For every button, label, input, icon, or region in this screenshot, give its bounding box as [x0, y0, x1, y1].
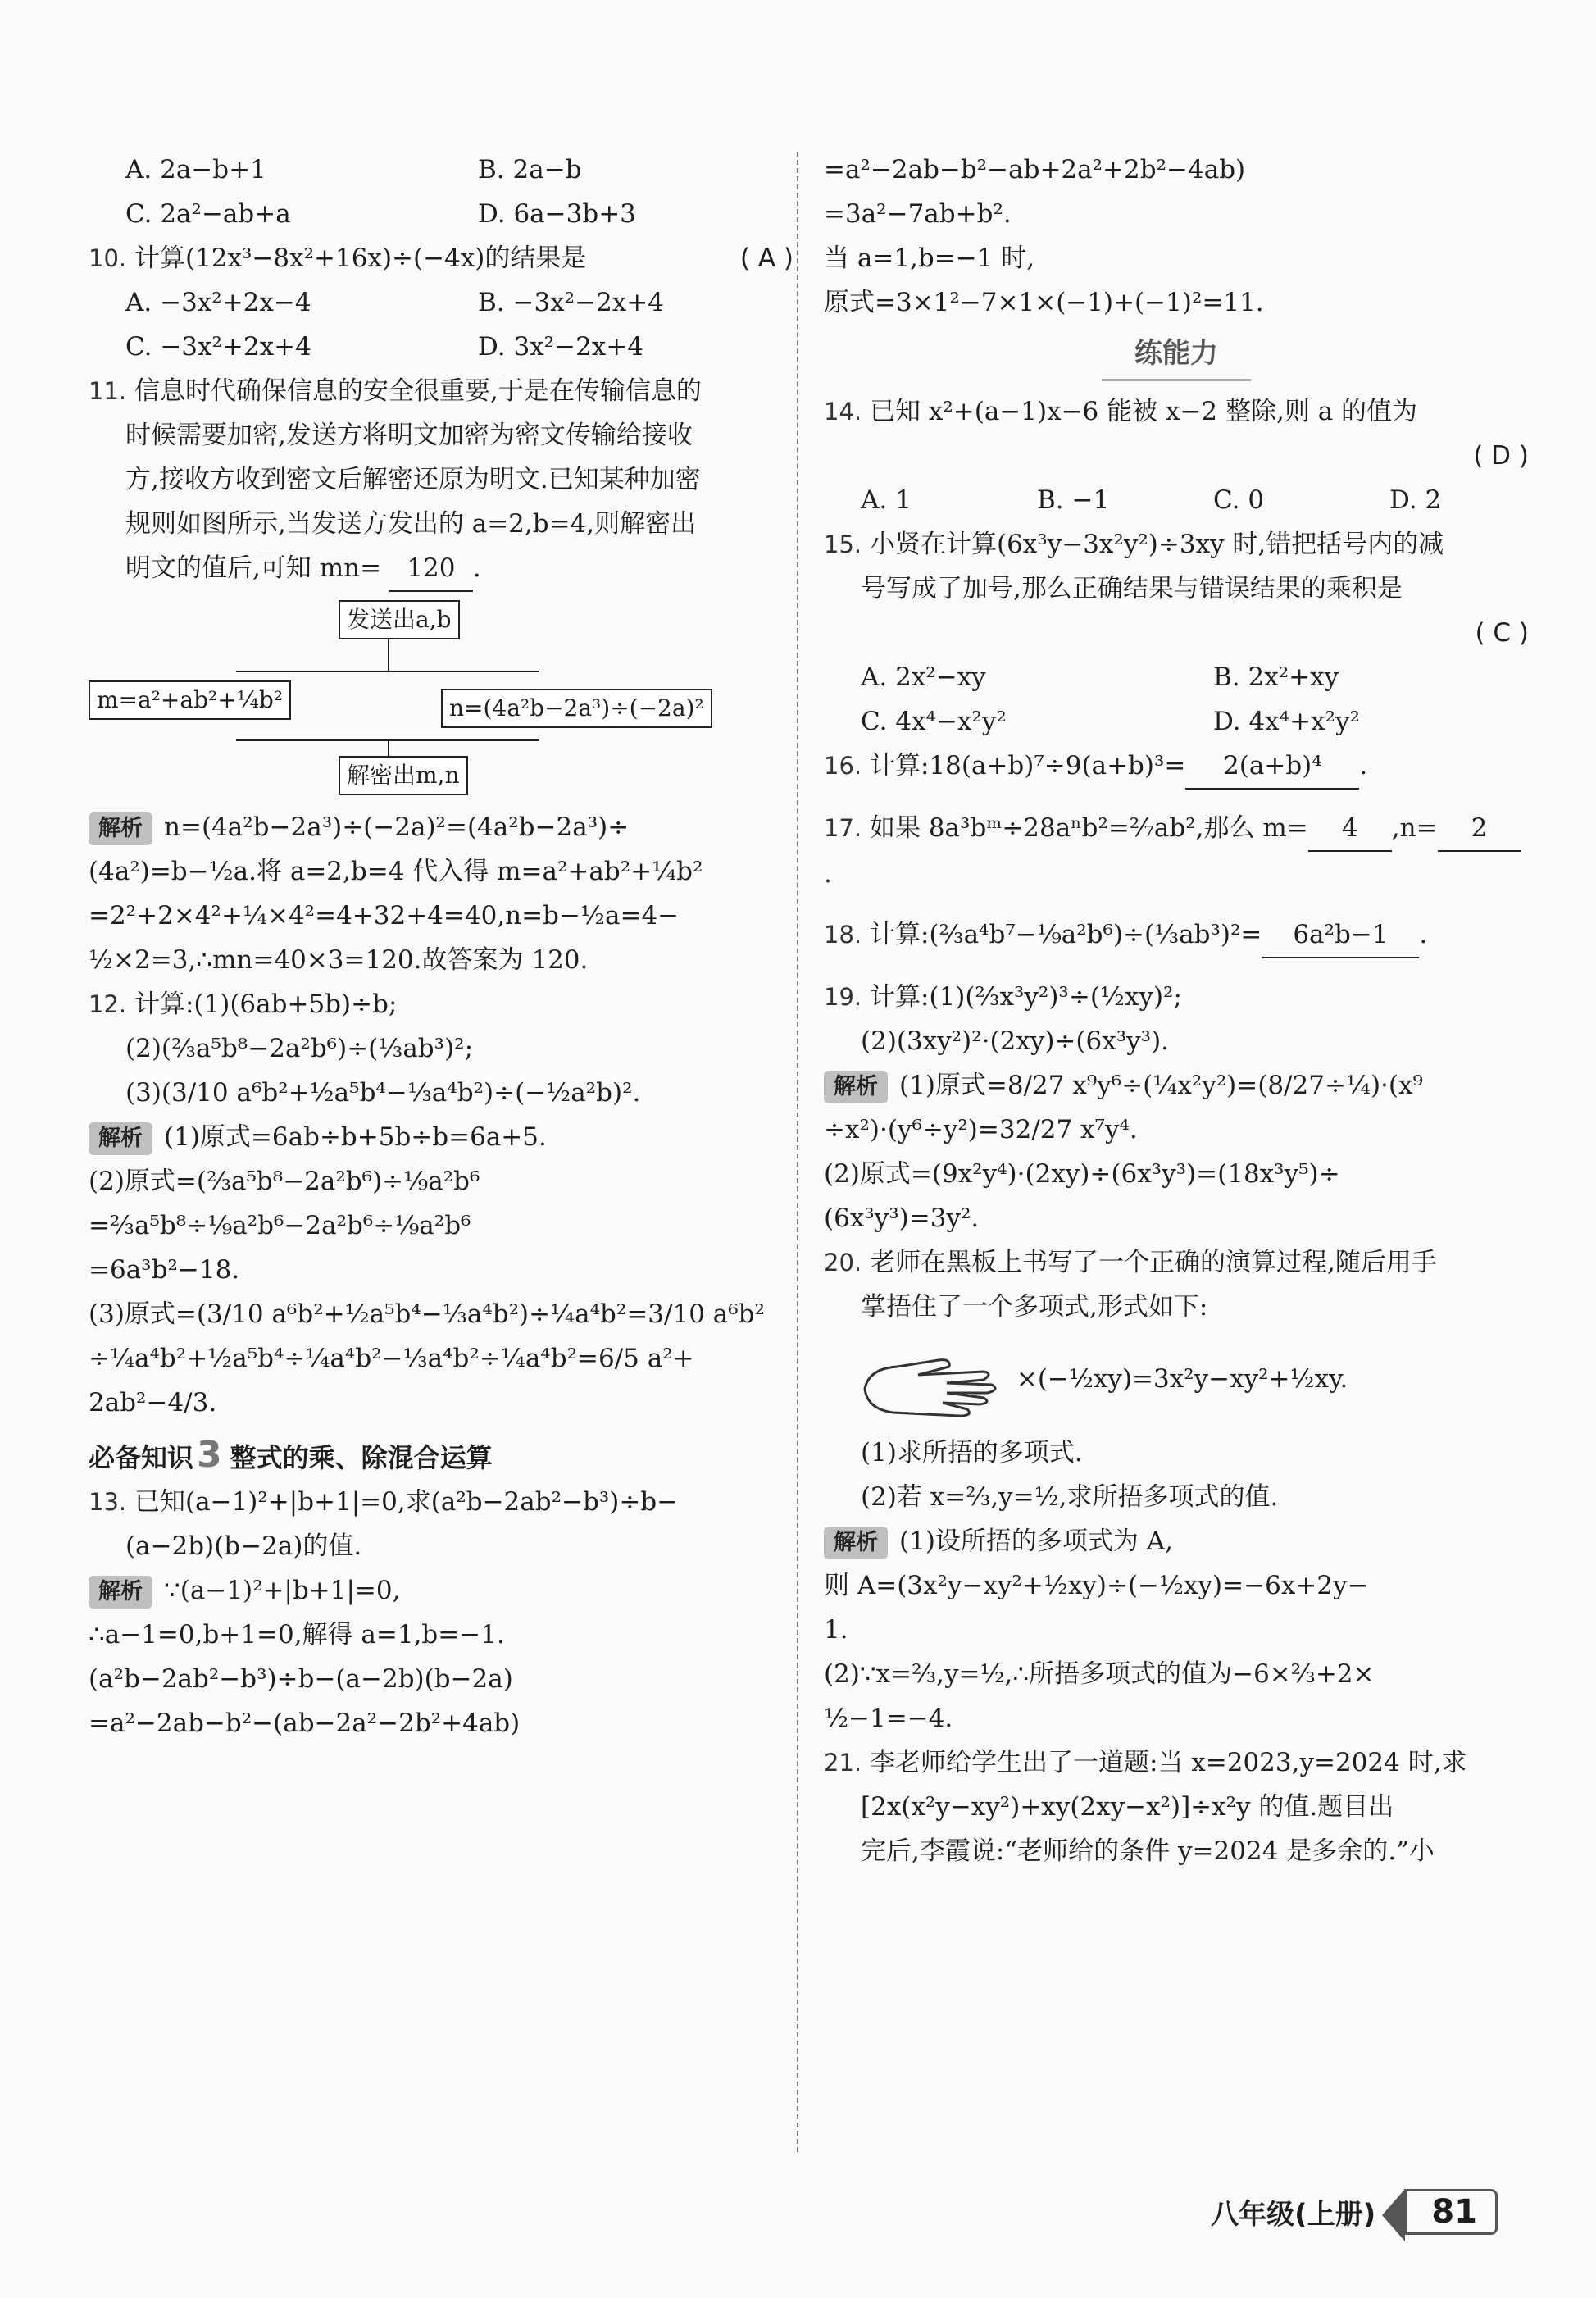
q10-option-a: A. −3x²+2x−4: [125, 288, 311, 317]
section-number: 3: [197, 1434, 222, 1476]
q13-sol-line-1: ∵(a−1)²+|b+1|=0,: [164, 1576, 401, 1605]
q15-option-d: D. 4x⁴+x²y²: [1213, 707, 1360, 736]
right-column: [824, 148, 1529, 1873]
question-11: [89, 369, 793, 592]
q14-option-c: C. 0: [1213, 485, 1265, 515]
hand-icon: [861, 1344, 1008, 1417]
q14-answer: ( D ): [1473, 441, 1529, 471]
q12-sol-line-2: (2)原式=(⅔a⁵b⁸−2a²b⁶)÷⅑a²b⁶: [89, 1167, 480, 1196]
q11-line-4: 规则如图所示,当发送方发出的 a=2,b=4,则解密出: [125, 509, 697, 539]
q12-sol-line-6: ÷¼a⁴b²+½a⁵b⁴÷¼a⁴b²−⅓a⁴b²÷¼a⁴b²=6/5 a²+: [89, 1344, 694, 1373]
q13-line-1: 已知(a−1)²+|b+1|=0,求(a²b−2ab²−b³)÷b−: [134, 1487, 679, 1517]
q20-sol-line-5: ½−1=−4.: [824, 1703, 953, 1733]
q10-options-row1: [89, 280, 793, 325]
q17-answer-n: 2: [1438, 806, 1521, 852]
cont-line-2: =3a²−7ab+b².: [824, 199, 1012, 229]
q19-sol-line-2: ÷x²)·(y⁶÷y²)=32/27 x⁷y⁴.: [824, 1115, 1138, 1144]
q13-continuation: [824, 148, 1529, 325]
flow-decrypt-box: 解密出m,n: [339, 756, 468, 795]
q12-number: 12.: [89, 990, 127, 1018]
q9-option-d: D. 6a−3b+3: [478, 199, 636, 229]
question-16: [824, 744, 1529, 790]
q13-line-2: (a−2b)(b−2a)的值.: [125, 1531, 362, 1561]
q16-number: 16.: [824, 752, 862, 780]
cont-line-3: 当 a=1,b=−1 时,: [824, 243, 1035, 273]
q19-line-1: 计算:(1)(⅔x³y²)³÷(½xy)²;: [869, 982, 1182, 1012]
grade-label: 八年级(上册): [1211, 2198, 1376, 2232]
left-column: [89, 148, 793, 1745]
flow-send-box: 发送出a,b: [339, 600, 460, 639]
question-19: [824, 975, 1529, 1063]
q20-sol-line-1: (1)设所捂的多项式为 A,: [899, 1526, 1174, 1556]
q12-solution-tag: 解析: [89, 1122, 152, 1155]
q17-end: .: [824, 859, 832, 889]
q16-answer-blank: 2(a+b)⁴: [1185, 744, 1359, 790]
q13-sol-line-2: ∴a−1=0,b+1=0,解得 a=1,b=−1.: [89, 1620, 505, 1650]
q15-option-b: B. 2x²+xy: [1213, 662, 1339, 692]
q20-sub-1: (1)求所捂的多项式.: [861, 1437, 1083, 1468]
q13-sol-line-4: =a²−2ab−b²−(ab−2a²−2b²+4ab): [89, 1709, 521, 1738]
q9-options-row2: [89, 192, 793, 236]
q13-solution: [89, 1568, 793, 1745]
q16-end: .: [1359, 751, 1368, 780]
q20-number: 20.: [824, 1249, 862, 1276]
q21-line-3: 完后,李霞说:“老师给的条件 y=2024 是多余的.”小: [861, 1836, 1435, 1866]
question-18: [824, 912, 1529, 958]
q13-number: 13.: [89, 1488, 127, 1516]
q11-solution: [89, 805, 793, 982]
q11-sol-line-3: =2²+2×4²+¼×4²=4+32+4=40,n=b−½a=4−: [89, 901, 680, 931]
q12-sol-line-1: (1)原式=6ab÷b+5b÷b=6a+5.: [164, 1122, 547, 1152]
q21-line-1: 李老师给学生出了一道题:当 x=2023,y=2024 时,求: [869, 1747, 1467, 1777]
q12-sol-line-3: =⅔a⁵b⁸÷⅑a²b⁶−2a²b⁶÷⅑a²b⁶: [89, 1211, 471, 1240]
q15-line-1: 小贤在计算(6x³y−3x²y²)÷3xy 时,错把括号内的减: [869, 530, 1444, 559]
question-15: [824, 522, 1529, 744]
practice-banner-text: 练能力: [1102, 331, 1251, 381]
q20-formula: ×(−½xy)=3x²y−xy²+½xy.: [1016, 1364, 1348, 1394]
q13-sol-line-3: (a²b−2ab²−b³)÷b−(a−2b)(b−2a): [89, 1664, 513, 1694]
q12-line-2: (2)(⅔a⁵b⁸−2a²b⁶)÷(⅓ab³)²;: [125, 1034, 474, 1063]
q20-solution: [824, 1519, 1529, 1741]
q9-option-b: B. 2a−b: [478, 155, 582, 184]
q12-line-3: (3)(3/10 a⁶b²+½a⁵b⁴−⅓a⁴b²)÷(−½a²b)².: [125, 1078, 641, 1108]
q10-text: 计算(12x³−8x²+16x)÷(−4x)的结果是: [134, 243, 587, 273]
q20-solution-tag: 解析: [824, 1527, 888, 1559]
q17-answer-m: 4: [1308, 806, 1392, 852]
q19-solution: [824, 1063, 1529, 1240]
question-14: [824, 389, 1529, 522]
q10-option-b: B. −3x²−2x+4: [478, 288, 664, 317]
q13-solution-tag: 解析: [89, 1576, 152, 1609]
q11-line-5: 明文的值后,可知 mn=: [125, 553, 382, 583]
section-title: 整式的乘、除混合运算: [230, 1442, 493, 1473]
q11-sol-line-2: (4a²)=b−½a.将 a=2,b=4 代入得 m=a²+ab²+¼b²: [89, 857, 703, 886]
q17-mid: ,n=: [1391, 813, 1438, 843]
q11-sol-line-1: n=(4a²b−2a³)÷(−2a)²=(4a²b−2a³)÷: [164, 812, 630, 842]
cont-line-1: =a²−2ab−b²−ab+2a²+2b²−4ab): [824, 155, 1246, 184]
q17-number: 17.: [824, 814, 862, 842]
q20-line-1: 老师在黑板上书写了一个正确的演算过程,随后用手: [869, 1248, 1437, 1277]
q12-sol-line-4: =6a³b²−18.: [89, 1255, 240, 1285]
section-heading: [89, 1433, 793, 1480]
q20-sub-2: (2)若 x=⅔,y=½,求所捂多项式的值.: [861, 1481, 1279, 1512]
q10-answer: ( A ): [739, 243, 793, 273]
q14-option-a: A. 1: [861, 485, 912, 515]
q15-number: 15.: [824, 530, 862, 558]
flow-connector-top: [388, 638, 389, 671]
q14-text: 已知 x²+(a−1)x−6 能被 x−2 整除,则 a 的值为: [869, 397, 1418, 426]
q12-sol-line-7: 2ab²−4/3.: [89, 1388, 217, 1417]
q20-formula-row: [824, 1342, 1529, 1417]
q15-option-c: C. 4x⁴−x²y²: [861, 707, 1007, 736]
page-footer: [1211, 2189, 1498, 2235]
column-divider: [797, 152, 798, 2152]
practice-banner: [824, 331, 1529, 381]
flow-m-box: m=a²+ab²+¼b²: [89, 680, 291, 720]
q9-option-a: A. 2a−b+1: [125, 155, 266, 184]
q12-solution: [89, 1115, 793, 1425]
q19-sol-line-3: (2)原式=(9x²y⁴)·(2xy)÷(6x³y³)=(18x³y⁵)÷: [824, 1159, 1340, 1189]
q14-option-b: B. −1: [1037, 485, 1110, 515]
q11-line-1: 信息时代确保信息的安全很重要,于是在传输信息的: [134, 376, 702, 406]
q12-sol-line-5: (3)原式=(3/10 a⁶b²+½a⁵b⁴−⅓a⁴b²)÷¼a⁴b²=3/10 a⁶b²: [89, 1299, 765, 1329]
question-13: [89, 1480, 793, 1568]
q20-line-2: 掌捂住了一个多项式,形式如下:: [861, 1292, 1208, 1322]
q12-line-1: 计算:(1)(6ab+5b)÷b;: [134, 990, 398, 1019]
q9-options-row1: [89, 148, 793, 192]
q17-text: 如果 8a³bᵐ÷28aⁿb²=²⁄₇ab²,那么 m=: [869, 813, 1308, 843]
q15-option-a: A. 2x²−xy: [861, 662, 986, 692]
q9-option-c: C. 2a²−ab+a: [125, 199, 291, 229]
section-label: 必备知识: [89, 1442, 194, 1473]
q10-option-d: D. 3x²−2x+4: [478, 332, 643, 362]
q21-number: 21.: [824, 1748, 862, 1777]
q18-answer-blank: 6a²b−1: [1262, 912, 1419, 958]
q10-options-row2: [89, 325, 793, 369]
flow-connector-bottom: [388, 739, 389, 756]
encryption-flowchart: [89, 600, 793, 797]
flow-n-box: n=(4a²b−2a³)÷(−2a)²: [441, 689, 712, 728]
q11-number: 11.: [89, 377, 127, 405]
q19-sol-line-1: (1)原式=8/27 x⁹y⁶÷(¼x²y²)=(8/27÷¼)·(x⁹: [899, 1071, 1423, 1100]
q21-line-2: [2x(x²y−xy²)+xy(2xy−x²)]÷x²y 的值.题目出: [861, 1791, 1394, 1822]
flow-connector-split: [236, 671, 539, 672]
q18-text: 计算:(⅔a⁴b⁷−⅑a²b⁶)÷(⅓ab³)²=: [869, 920, 1262, 949]
q16-text: 计算:18(a+b)⁷÷9(a+b)³=: [869, 751, 1186, 780]
question-21: [824, 1741, 1529, 1873]
q20-sol-line-4: (2)∵x=⅔,y=½,∴所捂多项式的值为−6×⅔+2×: [824, 1659, 1375, 1689]
q11-line-3: 方,接收方收到密文后解密还原为明文.已知某种加密: [125, 465, 701, 494]
question-10: [89, 236, 793, 280]
question-12: [89, 982, 793, 1115]
q11-answer-blank: 120: [389, 546, 473, 592]
page-number: 81: [1404, 2189, 1498, 2235]
q20-sol-line-2: 则 A=(3x²y−xy²+½xy)÷(−½xy)=−6x+2y−: [824, 1570, 1369, 1600]
q11-line-2: 时候需要加密,发送方将明文加密为密文传输给接收: [125, 421, 693, 450]
question-20: [824, 1240, 1529, 1519]
q19-sol-line-4: (6x³y³)=3y².: [824, 1204, 980, 1233]
q11-end: .: [472, 553, 481, 583]
q10-number: 10.: [89, 244, 127, 272]
q18-end: .: [1419, 920, 1428, 949]
q14-number: 14.: [824, 398, 862, 425]
q19-line-2: (2)(3xy²)²·(2xy)÷(6x³y³).: [861, 1026, 1170, 1056]
question-17: [824, 806, 1529, 896]
q19-number: 19.: [824, 983, 862, 1011]
q10-option-c: C. −3x²+2x+4: [125, 332, 311, 362]
q20-sol-line-3: 1.: [824, 1614, 848, 1645]
q11-sol-line-4: ½×2=3,∴mn=40×3=120.故答案为 120.: [89, 945, 589, 975]
cont-line-4: 原式=3×1²−7×1×(−1)+(−1)²=11.: [824, 288, 1264, 317]
q11-solution-tag: 解析: [89, 812, 152, 845]
q18-number: 18.: [824, 921, 862, 949]
q15-line-2: 号写成了加号,那么正确结果与错误结果的乘积是: [861, 574, 1403, 603]
q15-answer: ( C ): [1475, 618, 1529, 648]
q19-solution-tag: 解析: [824, 1071, 888, 1103]
q14-option-d: D. 2: [1389, 485, 1442, 515]
